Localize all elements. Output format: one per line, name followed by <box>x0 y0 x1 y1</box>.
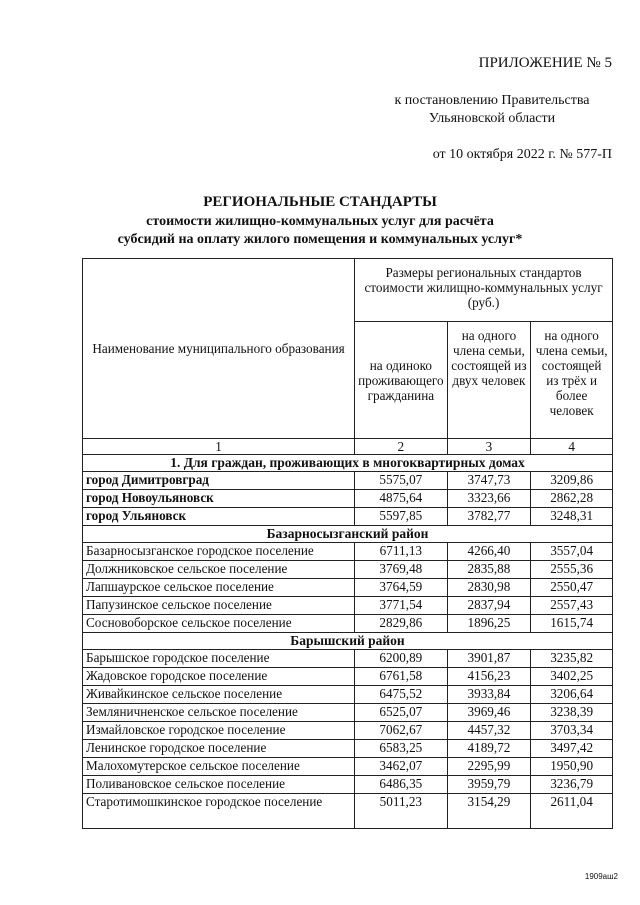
value-three: 2557,43 <box>531 597 613 615</box>
col-header-name: Наименование муниципального образования <box>83 259 355 439</box>
value-three: 3209,86 <box>531 472 613 490</box>
municipality-name: Старотимошкинское городское поселение <box>83 794 355 829</box>
value-single: 3462,07 <box>355 758 448 776</box>
table-row <box>83 794 613 829</box>
document-subtitle-1: стоимости жилищно-коммунальных услуг для расчёта <box>146 214 494 229</box>
municipality-name: Живайкинское сельское поселение <box>83 686 355 704</box>
municipality-name: Должниковское сельское поселение <box>83 561 355 579</box>
value-three: 3402,25 <box>531 668 613 686</box>
value-three: 3497,42 <box>531 740 613 758</box>
municipality-name: город Новоульяновск <box>83 490 355 508</box>
col-number: 2 <box>355 439 448 455</box>
value-single: 3771,54 <box>355 597 448 615</box>
table-row <box>83 579 613 597</box>
value-single: 7062,67 <box>355 722 448 740</box>
value-single: 5597,85 <box>355 508 448 526</box>
municipality-name: Земляничненское сельское поселение <box>83 704 355 722</box>
table-row <box>83 704 613 722</box>
value-single: 5575,07 <box>355 472 448 490</box>
municipality-name: Лапшаурское сельское поселение <box>83 579 355 597</box>
value-two: 4156,23 <box>447 668 531 686</box>
value-single: 6525,07 <box>355 704 448 722</box>
appendix-label: ПРИЛОЖЕНИЕ № 5 <box>478 55 612 71</box>
value-two: 2830,98 <box>447 579 531 597</box>
value-single: 6475,52 <box>355 686 448 704</box>
municipality-name: Сосновоборское сельское поселение <box>83 615 355 633</box>
value-two: 3323,66 <box>447 490 531 508</box>
value-two: 4457,32 <box>447 722 531 740</box>
municipality-name: Папузинское сельское поселение <box>83 597 355 615</box>
value-three: 3235,82 <box>531 650 613 668</box>
col-header-three: на одного члена семьи, состоящей из трёх и более человек <box>531 322 613 439</box>
municipality-name: город Ульяновск <box>83 508 355 526</box>
table-row <box>83 615 613 633</box>
municipality-name: город Димитровград <box>83 472 355 490</box>
municipality-name: Ленинское городское поселение <box>83 740 355 758</box>
value-two: 3959,79 <box>447 776 531 794</box>
value-single: 3769,48 <box>355 561 448 579</box>
value-single: 4875,64 <box>355 490 448 508</box>
table-row <box>83 490 613 508</box>
value-single: 2829,86 <box>355 615 448 633</box>
value-two: 2837,94 <box>447 597 531 615</box>
table-row <box>83 668 613 686</box>
column-numbers-row <box>83 439 613 455</box>
value-single: 5011,23 <box>355 794 448 829</box>
col-number: 3 <box>447 439 531 455</box>
value-two: 2835,88 <box>447 561 531 579</box>
value-three: 3248,31 <box>531 508 613 526</box>
value-three: 3206,64 <box>531 686 613 704</box>
decree-reference <box>372 92 612 128</box>
standards-table <box>82 258 613 829</box>
value-two: 1896,25 <box>447 615 531 633</box>
municipality-name: Базарносызганское городское поселение <box>83 543 355 561</box>
document-code: 1909аш2 <box>584 872 618 881</box>
col-number: 1 <box>83 439 355 455</box>
value-three: 2550,47 <box>531 579 613 597</box>
value-single: 6200,89 <box>355 650 448 668</box>
municipality-name: Барышское городское поселение <box>83 650 355 668</box>
value-three: 3236,79 <box>531 776 613 794</box>
table-row <box>83 758 613 776</box>
district-row <box>83 633 613 650</box>
value-three: 2611,04 <box>531 794 613 829</box>
value-single: 6711,13 <box>355 543 448 561</box>
value-three: 3703,34 <box>531 722 613 740</box>
table-row <box>83 650 613 668</box>
value-single: 6486,35 <box>355 776 448 794</box>
value-two: 3782,77 <box>447 508 531 526</box>
col-number: 4 <box>531 439 613 455</box>
document-subtitle-2: субсидий на оплату жилого помещения и коммунальных услуг* <box>117 232 523 247</box>
table-row <box>83 561 613 579</box>
value-two: 4266,40 <box>447 543 531 561</box>
value-two: 3154,29 <box>447 794 531 829</box>
decree-line-1: к постановлению Правительства <box>394 93 590 108</box>
table-row <box>83 722 613 740</box>
value-two: 4189,72 <box>447 740 531 758</box>
value-single: 6583,25 <box>355 740 448 758</box>
table-row <box>83 776 613 794</box>
value-two: 3901,87 <box>447 650 531 668</box>
col-header-single: на одиноко проживающего гражданина <box>355 322 448 439</box>
value-two: 3933,84 <box>447 686 531 704</box>
value-three: 1950,90 <box>531 758 613 776</box>
value-three: 3557,04 <box>531 543 613 561</box>
col-header-two: на одного члена семьи, состоящей из двух человек <box>447 322 531 439</box>
value-three: 3238,39 <box>531 704 613 722</box>
section-row <box>83 455 613 472</box>
district-title: Базарносызганский район <box>83 526 613 543</box>
value-two: 3747,73 <box>447 472 531 490</box>
value-three: 1615,74 <box>531 615 613 633</box>
municipality-name: Поливановское сельское поселение <box>83 776 355 794</box>
document-title: РЕГИОНАЛЬНЫЕ СТАНДАРТЫ <box>203 194 437 210</box>
table-row <box>83 543 613 561</box>
value-two: 3969,46 <box>447 704 531 722</box>
decree-line-2: Ульяновской области <box>428 111 556 126</box>
table-row <box>83 597 613 615</box>
value-two: 2295,99 <box>447 758 531 776</box>
value-single: 6761,58 <box>355 668 448 686</box>
table-row <box>83 686 613 704</box>
value-three: 2862,28 <box>531 490 613 508</box>
table-row <box>83 508 613 526</box>
municipality-name: Измайловское городское поселение <box>83 722 355 740</box>
value-three: 2555,36 <box>531 561 613 579</box>
col-header-group: Размеры региональных стандартов стоимости жилищно-коммунальных услуг (руб.) <box>355 259 613 322</box>
table-row <box>83 472 613 490</box>
table-row <box>83 740 613 758</box>
decree-date: от 10 октября 2022 г. № 577-П <box>432 147 612 162</box>
district-title: Барышский район <box>83 633 613 650</box>
value-single: 3764,59 <box>355 579 448 597</box>
section-title: 1. Для граждан, проживающих в многоквартирных домах <box>83 455 613 472</box>
municipality-name: Жадовское городское поселение <box>83 668 355 686</box>
municipality-name: Малохомутерское сельское поселение <box>83 758 355 776</box>
district-row <box>83 526 613 543</box>
